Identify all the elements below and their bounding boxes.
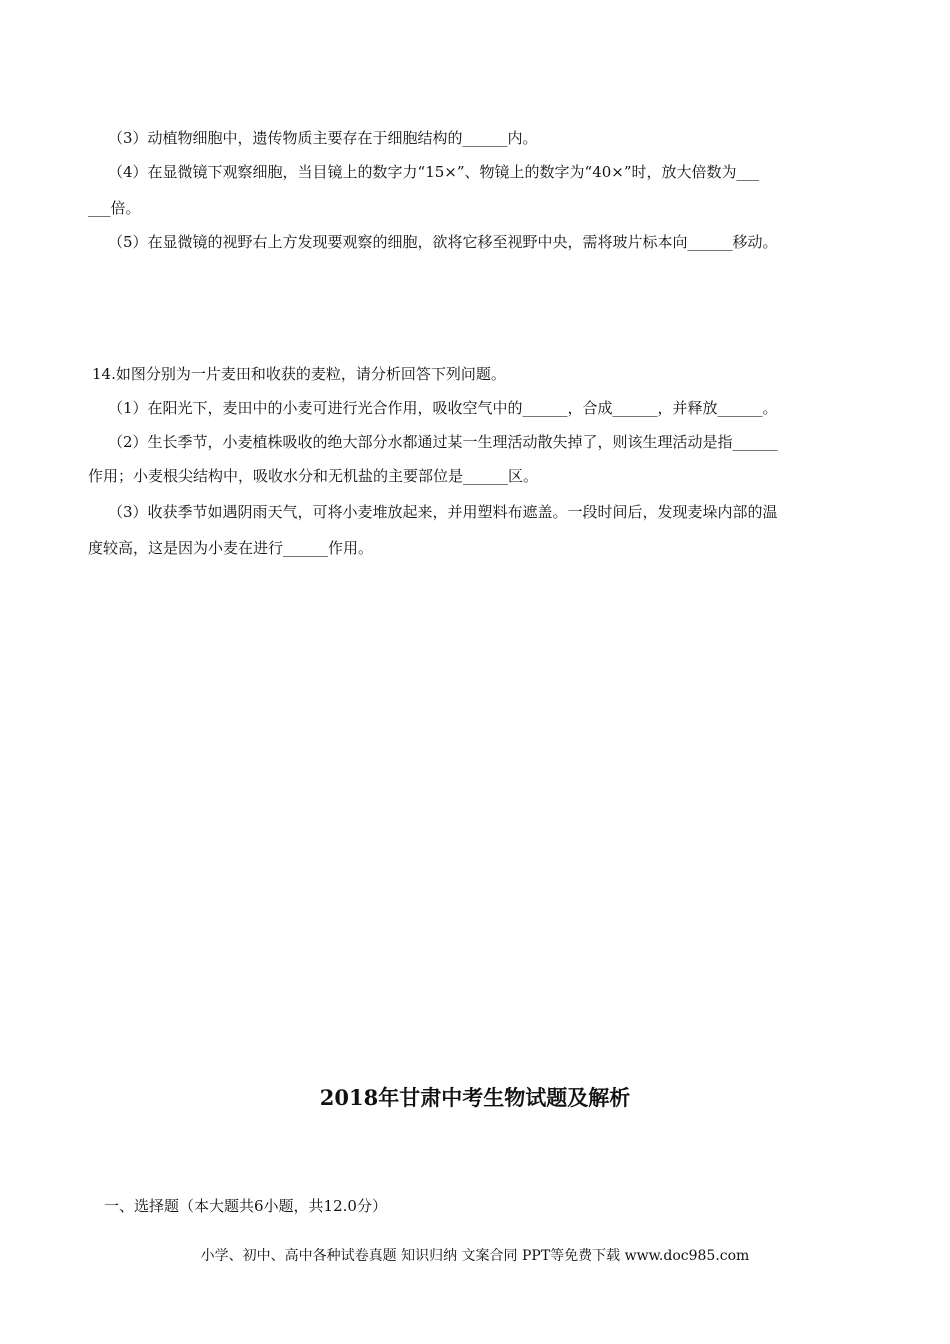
q14-item3-line2: 度较高，这是因为小麦在进行______作用。 <box>88 539 374 557</box>
q14-item2-line1: （2）生长季节，小麦植株吸收的绝大部分水都通过某一生理活动散失掉了，则该生理活动是指______ <box>108 433 778 451</box>
page-footer: 小学、初中、高中各种试卷真题 知识归纳 文案合同 PPT等免费下载 www.doc985.com <box>200 1248 750 1264</box>
section-heading: 一、选择题（本大题共6小题，共12.0分） <box>104 1197 387 1215</box>
q14-item3-line1: （3）收获季节如遇阴雨天气，可将小麦堆放起来，并用塑料布遮盖。一段时间后，发现麦垛内部的温 <box>108 503 778 521</box>
q13-item5: （5）在显微镜的视野右上方发现要观察的细胞，欲将它移至视野中央，需将玻片标本向______移动。 <box>108 233 778 251</box>
q14-stem: 14.如图分别为一片麦田和收获的麦粒，请分析回答下列问题。 <box>92 365 506 383</box>
q13-item4-line1: （4）在显微镜下观察细胞，当目镜上的数字力“15×”、物镜上的数字为“40×”时，放大倍数为___ <box>108 163 760 181</box>
q14-item1: （1）在阳光下，麦田中的小麦可进行光合作用，吸收空气中的______，合成______，并释放______。 <box>108 399 778 417</box>
q13-item4-line2: ___倍。 <box>88 199 141 217</box>
q13-item3: （3）动植物细胞中，遗传物质主要存在于细胞结构的______内。 <box>108 129 538 147</box>
q14-item2-line2: 作用；小麦根尖结构中，吸收水分和无机盐的主要部位是______区。 <box>88 467 539 485</box>
document-title: 2018年甘肃中考生物试题及解析 <box>319 1085 631 1110</box>
